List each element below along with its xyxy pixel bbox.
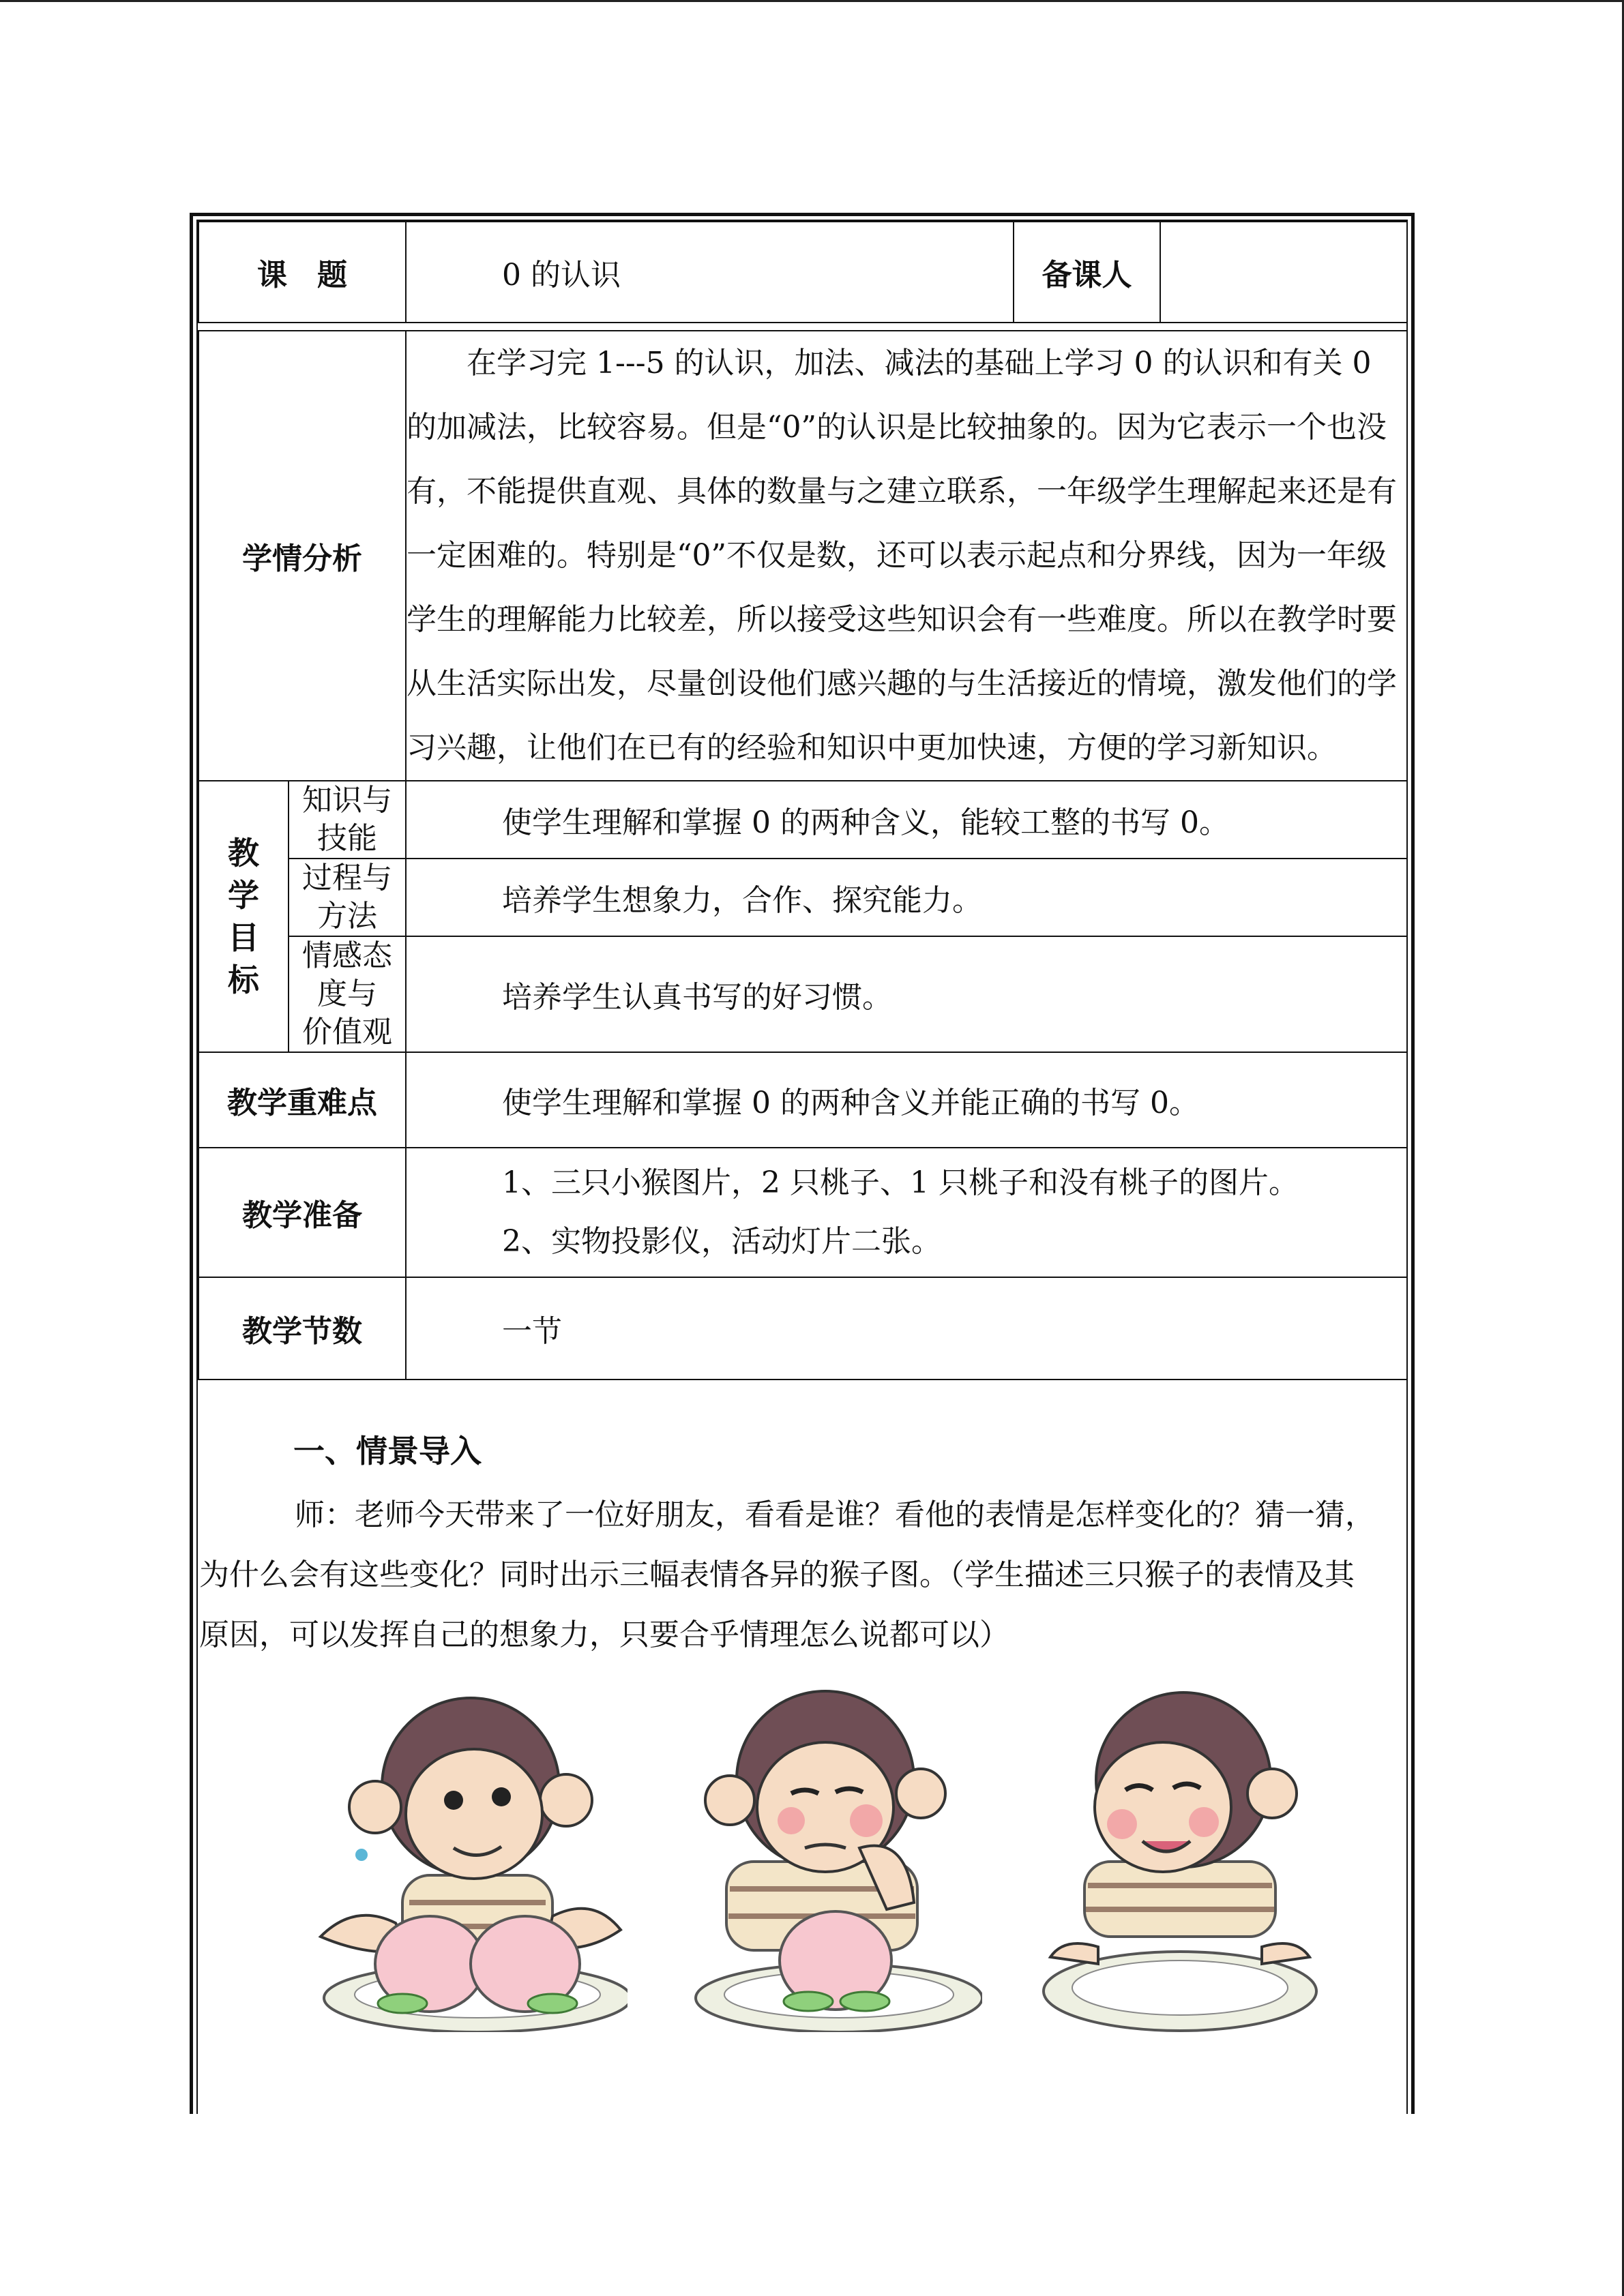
- goal-value-process: 培养学生想象力，合作、探究能力。: [406, 859, 1407, 936]
- preparer-label: 备课人: [1014, 222, 1160, 323]
- section-title: 一、情景导入: [293, 1433, 482, 1470]
- goal-name-attitude: 情感态度与 价值观: [289, 936, 406, 1052]
- goal-name-knowledge: 知识与技能: [289, 781, 406, 859]
- periods-value: 一节: [406, 1277, 1407, 1380]
- sweat-drop: [355, 1849, 368, 1861]
- right-hand: [1262, 1943, 1310, 1964]
- monkey-face: [406, 1749, 542, 1879]
- preparation-value: [406, 1148, 1407, 1277]
- goal-value-knowledge: 使学生理解和掌握 0 的两种含义，能较工整的书写 0。: [406, 781, 1407, 859]
- preparer-value: [1160, 222, 1407, 323]
- row-analysis: [198, 331, 1407, 781]
- preparation-item-2: 2、实物投影仪，活动灯片二张。: [502, 1224, 941, 1259]
- key-points-label: 教学重难点: [198, 1052, 406, 1148]
- striped-shirt: [1084, 1862, 1275, 1937]
- preparation-item-1: 1、三只小猴图片，2 只桃子、1 只桃子和没有桃子的图片。: [502, 1165, 1299, 1200]
- preparation-label: 教学准备: [198, 1148, 406, 1277]
- lesson-plan-table: [198, 221, 1408, 1380]
- monkey-one-peach-illustration: [689, 1678, 982, 2032]
- topic-label: 课 题: [198, 222, 406, 323]
- analysis-label: 学情分析: [198, 331, 406, 781]
- goals-label: 教 学 目 标: [198, 781, 289, 1052]
- periods-label: 教学节数: [198, 1277, 406, 1380]
- row-goal-attitude: [198, 936, 1407, 1052]
- topic-value: 0 的认识: [406, 222, 1014, 323]
- row-key-points: [198, 1052, 1407, 1148]
- row-periods: [198, 1277, 1407, 1380]
- page-top-rule: [0, 0, 1624, 2]
- goal-value-attitude: 培养学生认真书写的好习惯。: [406, 936, 1407, 1052]
- key-points-value: 使学生理解和掌握 0 的两种含义并能正确的书写 0。: [406, 1052, 1407, 1148]
- monkey-empty-plate-illustration: [1037, 1678, 1330, 2032]
- row-preparation: [198, 1148, 1407, 1277]
- row-goal-knowledge: [198, 781, 1407, 859]
- row-spacer: [198, 323, 1407, 331]
- section-paragraph: 师：老师今天带来了一位好朋友，看看是谁？看他的表情是怎样变化的？猜一猜，为什么会有这些变化？同时出示三幅表情各异的猴子图。（学生描述三只猴子的表情及其原因，可以发挥自己的想象力，只要合乎情理怎么说都可以）: [199, 1497, 1375, 1652]
- lesson-body: [198, 1412, 1406, 1665]
- goal-name-process: 过程与方法: [289, 859, 406, 936]
- row-topic: [198, 222, 1407, 323]
- row-goal-process: [198, 859, 1407, 936]
- left-hand: [1050, 1943, 1098, 1964]
- monkey-two-peaches-illustration: [314, 1678, 628, 2032]
- analysis-text: 在学习完 1---5 的认识，加法、减法的基础上学习 0 的认识和有关 0 的加减法，比较容易。但是“0”的认识是比较抽象的。因为它表示一个也没有，不能提供直观、具体的数量与之建立联系，一年级学生理解起来还是有一定困难的。特别是“0”不仅是数，还可以表示起点和分界线，因为一年级学生的理解能力比较差，所以接受这些知识会有一些难度。所以在教学时要从生活实际出发，尽量创设他们感兴趣的与生活接近的情境，激发他们的学习兴趣，让他们在已有的经验和知识中更加快速，方便的学习新知识。: [406, 331, 1407, 781]
